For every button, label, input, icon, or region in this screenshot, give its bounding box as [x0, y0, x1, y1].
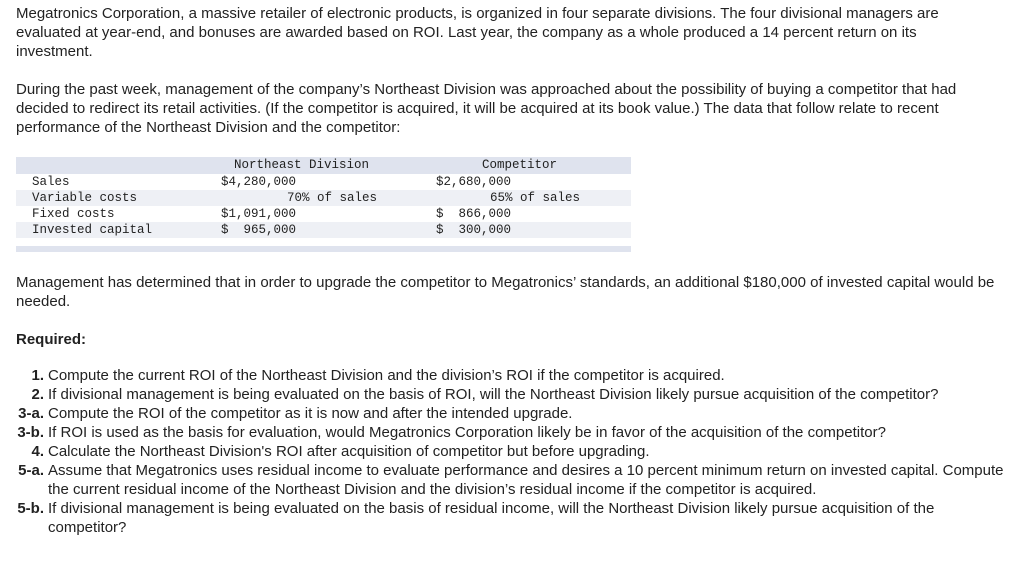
list-item [16, 499, 1016, 537]
row-label: Invested capital [32, 223, 153, 237]
competitor-value: $2,680,000 [436, 175, 512, 189]
list-item [16, 423, 1016, 442]
competitor-percent: 65% of sales [490, 191, 581, 205]
item-text: If ROI is used as the basis for evaluation, would Megatronics Corporation likely be in favor of the acquisition of the competitor? [48, 424, 886, 441]
item-text: Compute the ROI of the competitor as it is now and after the intended upgrade. [48, 405, 573, 422]
list-item [16, 385, 1016, 404]
table-row [16, 174, 631, 190]
item-text: If divisional management is being evaluated on the basis of ROI, will the Northeast Division likely pursue acquisition of the competitor? [48, 386, 939, 403]
row-label: Variable costs [32, 191, 138, 205]
northeast-value: $4,280,000 [221, 175, 297, 189]
item-text: Assume that Megatronics uses residual income to evaluate performance and desires a 10 percent minimum return on invested capital. Compute the current residual income of the Northeast Division and the division’s residual income if the competitor is acquired. [48, 462, 1004, 498]
upgrade-paragraph: Management has determined that in order to upgrade the competitor to Megatronics’ standards, an additional $180,000 of invested capital would be needed. [16, 274, 995, 310]
required-heading: Required: [16, 331, 87, 348]
table-row [16, 222, 631, 238]
item-number: 1. [31, 367, 44, 384]
northeast-value: $1,091,000 [221, 207, 297, 221]
row-label: Fixed costs [32, 207, 115, 221]
table-row [16, 190, 631, 206]
data-table [16, 157, 631, 252]
table-bottom-rule [16, 246, 631, 252]
item-text: Calculate the Northeast Division's ROI after acquisition of competitor but before upgrading. [48, 443, 650, 460]
header-northeast-division: Northeast Division [234, 158, 370, 172]
item-number: 5-b. [17, 500, 44, 517]
intro-paragraph-2: During the past week, management of the company’s Northeast Division was approached about the possibility of buying a competitor that had decided to redirect its retail activities. (If the competitor is acquired, it will be acquired at its book value.) The data that follow relate to recent performance of the Northeast Division and the competitor: [16, 81, 957, 136]
item-number: 3-a. [18, 405, 44, 422]
header-competitor: Competitor [482, 158, 558, 172]
table-row [16, 206, 631, 222]
item-number: 5-a. [18, 462, 44, 479]
row-label: Sales [32, 175, 70, 189]
table-header-row [16, 157, 631, 174]
item-number: 2. [31, 386, 44, 403]
northeast-value: $ 965,000 [221, 223, 297, 237]
required-list [16, 366, 1016, 537]
northeast-percent: 70% of sales [287, 191, 378, 205]
item-number: 4. [31, 443, 44, 460]
competitor-value: $ 866,000 [436, 207, 512, 221]
list-item [16, 366, 1016, 385]
competitor-value: $ 300,000 [436, 223, 512, 237]
list-item [16, 461, 1016, 499]
intro-paragraph-1: Megatronics Corporation, a massive retailer of electronic products, is organized in four separate divisions. The four divisional managers are evaluated at year-end, and bonuses are awarded based on ROI. Last year, the company as a whole produced a 14 percent return on its investment. [16, 5, 939, 60]
item-number: 3-b. [17, 424, 44, 441]
list-item [16, 442, 1016, 461]
item-text: Compute the current ROI of the Northeast Division and the division’s ROI if the competitor is acquired. [48, 367, 725, 384]
list-item [16, 404, 1016, 423]
item-text: If divisional management is being evaluated on the basis of residual income, will the Northeast Division likely pursue acquisition of the competitor? [48, 500, 935, 536]
